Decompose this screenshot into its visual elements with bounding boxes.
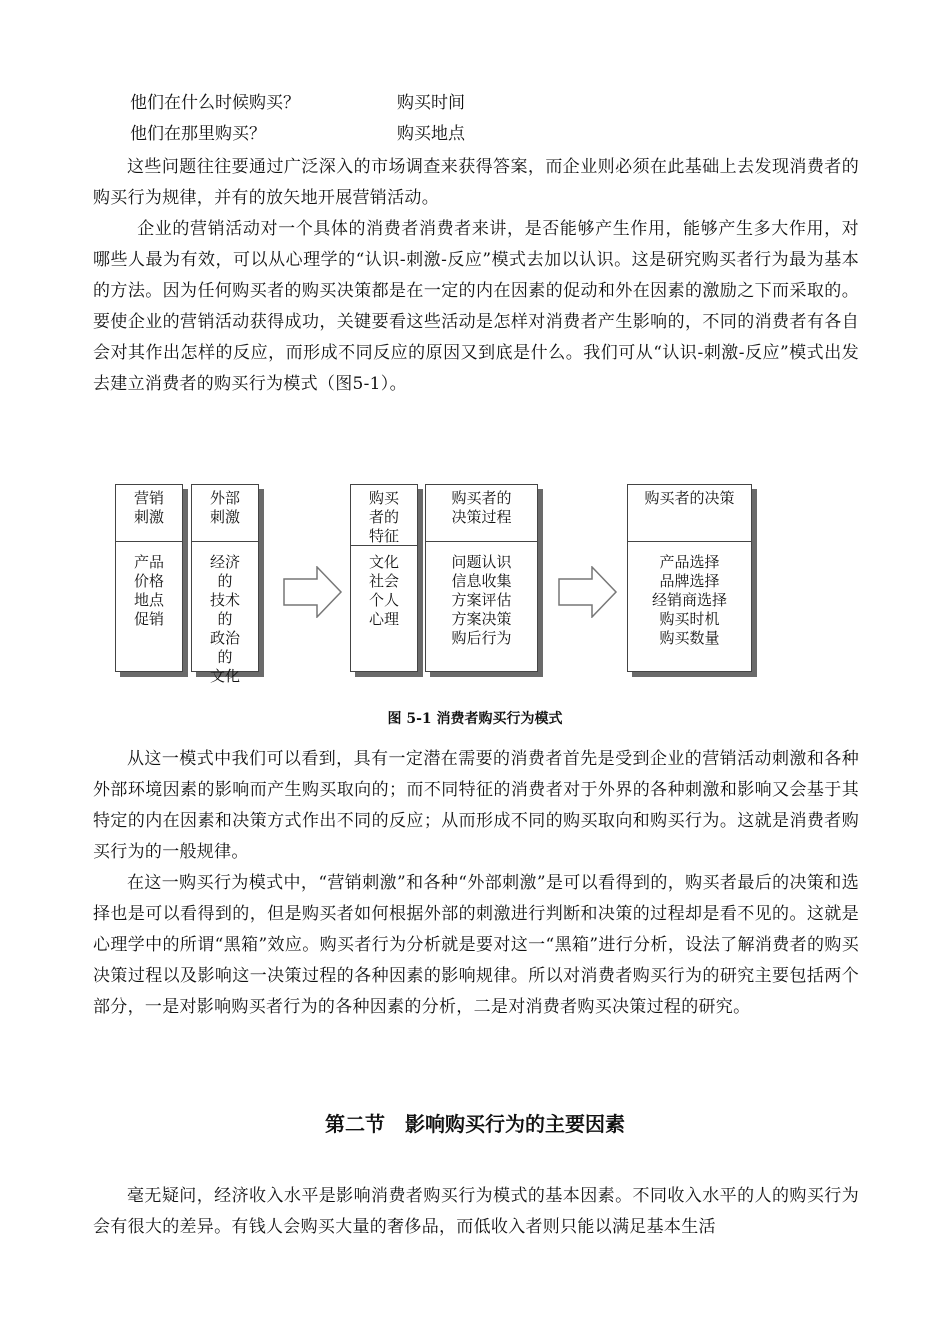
box-body: 产品选择 品牌选择 经销商选择 购买时机 购买数量	[651, 553, 727, 647]
box-body: 产品 价格 地点 促销	[133, 553, 164, 628]
paragraph: 企业的营销活动对一个具体的消费者消费者来讲，是否能够产生作用，能够产生多大作用，对哪些人最为有效，可以从心理学的“认识-刺激-反应”模式去加以认识。这是研究购买者行为最为基本的方法。因为任何购买者的购买决策都是在一定的内在因素的促动和外在因素的激励之下而采取的。要使企业的营销活动获得成功，关键要看这些活动是怎样对消费者产生影响的，不同的消费者有各自会对其作出怎样的反应，而形成不同反应的原因又到底是什么。我们可从“认识-刺激-反应”模式出发去建立消费者的购买行为模式（图5-1）。	[93, 219, 859, 394]
box-header: 外部 刺激	[192, 485, 258, 542]
paragraph: 在这一购买行为模式中，“营销刺激”和各种“外部刺激”是可以看得到的，购买者最后的决策和选择也是可以看得到的，但是购买者如何根据外部的刺激进行判断和决策的过程却是看不见的。这就是心理学中的所谓“黑箱”效应。购买者行为分析就是要对这一“黑箱”进行分析，设法了解消费者的购买决策过程以及影响这一决策过程的各种因素的影响规律。所以对消费者购买行为的研究主要包括两个部分，一是对影响购买者行为的各种因素的分析，二是对消费者购买决策过程的研究。	[93, 873, 859, 1017]
qa-answer-2: 购买地点	[397, 124, 465, 144]
paragraph-block-last	[93, 1181, 859, 1243]
figure-caption: 图 5-1 消费者购买行为模式	[387, 711, 563, 727]
qa-question-2: 他们在那里购买？	[130, 124, 266, 144]
diagram-box-decision-process	[425, 484, 538, 672]
box-header: 购买 者的 特征	[351, 485, 417, 546]
paragraph-block-top	[93, 152, 859, 400]
diagram-box-marketing-stimulus	[115, 484, 183, 672]
box-header: 营销 刺激	[116, 485, 182, 542]
paragraph: 这些问题往往要通过广泛深入的市场调查来获得答案，而企业则必须在此基础上去发现消费者的购买行为规律，并有的放矢地开展营销活动。	[93, 157, 859, 208]
section-heading: 第二节 影响购买行为的主要因素	[325, 1112, 625, 1136]
box-body: 经济 的 技术 的 政治 的 文化	[209, 553, 240, 685]
diagram-box-buyer-characteristics	[350, 484, 418, 672]
box-header: 购买者的 决策过程	[426, 485, 537, 542]
paragraph-block-bottom	[93, 744, 859, 1023]
box-body: 问题认识 信息收集 方案评估 方案决策 购后行为	[451, 553, 512, 647]
box-header: 购买者的决策	[628, 485, 751, 542]
box-body: 文化 社会 个人 心理	[368, 553, 399, 628]
paragraph: 毫无疑问，经济收入水平是影响消费者购买行为模式的基本因素。不同收入水平的人的购买行为会有很大的差异。有钱人会购买大量的奢侈品，而低收入者则只能以满足基本生活	[93, 1186, 859, 1237]
diagram-box-external-stimulus	[191, 484, 259, 685]
qa-question-1: 他们在什么时候购买？	[130, 93, 300, 113]
qa-answer-1: 购买时间	[397, 93, 465, 113]
diagram-box-buyer-decision	[627, 484, 752, 672]
paragraph: 从这一模式中我们可以看到，具有一定潜在需要的消费者首先是受到企业的营销活动刺激和各种外部环境因素的影响而产生购买取向的；而不同特征的消费者对于外界的各种刺激和影响又会基于其特定的内在因素和决策方式作出不同的反应；从而形成不同的购买取向和购买行为。这就是消费者购买行为的一般规律。	[93, 749, 859, 862]
right-arrow-icon	[558, 566, 618, 618]
right-arrow-icon	[283, 566, 343, 618]
